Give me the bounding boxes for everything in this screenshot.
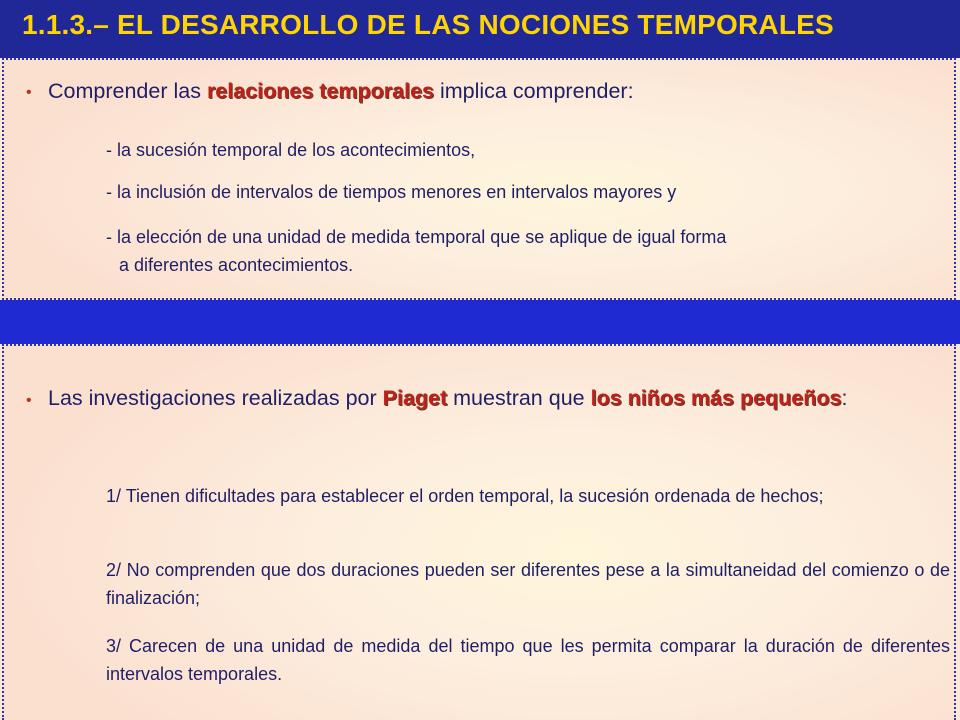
section1-item-3: - la elección de una unidad de medida temporal que se aplique de igual forma — [106, 227, 727, 247]
section1-highlight: relaciones temporales — [206, 79, 434, 103]
section2-intro-after: : — [841, 386, 848, 410]
section2-item-2: 2/ No comprenden que dos duraciones pueden ser diferentes pese a la simultaneidad del comienzo o de finalización; — [106, 560, 950, 608]
section2-intro-before: Las investigaciones realizadas por — [48, 386, 383, 410]
section1-item-2: - la inclusión de intervalos de tiempos menores en intervalos mayores y — [106, 182, 677, 202]
section1-item-3-continued: a diferentes acontecimientos. — [119, 255, 354, 275]
section2-highlight-ninos: los niños más pequeños — [590, 386, 842, 410]
section2-intro — [48, 386, 950, 411]
section1-item-1: - la sucesión temporal de los acontecimientos, — [106, 140, 476, 160]
bullet-icon: • — [26, 84, 32, 101]
section-divider-band — [0, 300, 960, 344]
bullet-icon: • — [26, 392, 32, 409]
section2-highlight-piaget: Piaget — [382, 386, 448, 410]
section1-intro-before: Comprender las — [48, 79, 207, 103]
page-title: 1.1.3.– EL DESARROLLO DE LAS NOCIONES TEMPORALES — [22, 9, 834, 40]
section1-intro-after: implica comprender: — [434, 79, 634, 103]
section1-intro — [48, 79, 928, 104]
section2-item-1: 1/ Tienen dificultades para establecer el orden temporal, la sucesión ordenada de hechos; — [106, 486, 824, 506]
title-bar — [0, 0, 960, 58]
section2-item-3: 3/ Carecen de una unidad de medida del tiempo que les permita comparar la duración de diferentes intervalos temporales. — [106, 636, 950, 684]
section2-intro-middle: muestran que — [447, 386, 591, 410]
